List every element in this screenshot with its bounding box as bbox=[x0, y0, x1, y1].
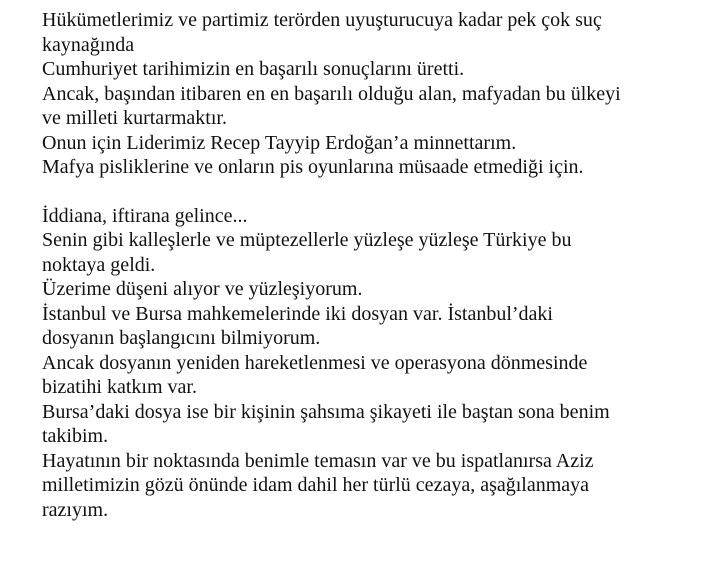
text-line: bizatihi katkım var. bbox=[42, 376, 197, 398]
paragraph-gap bbox=[42, 180, 702, 204]
text-line: milletimizin gözü önünde idam dahil her türlü cezaya, aşağılanmaya bbox=[42, 474, 590, 496]
document-body bbox=[42, 8, 702, 522]
paragraph-1 bbox=[42, 8, 702, 180]
paragraph-2 bbox=[42, 204, 702, 523]
text-line: takibim. bbox=[42, 425, 109, 447]
text-line: Ancak, başından itibaren en en başarılı olduğu alan, mafyadan bu ülkeyi bbox=[42, 82, 621, 105]
text-line: Cumhuriyet tarihimizin en başarılı sonuçlarını üretti. bbox=[42, 58, 465, 80]
text-line: İstanbul ve Bursa mahkemelerinde iki dosyan var. İstanbul’daki bbox=[42, 302, 553, 325]
text-line: kaynağında bbox=[42, 33, 135, 56]
text-line: Onun için Liderimiz Recep Tayyip Erdoğan’a minnettarım. bbox=[42, 131, 517, 154]
text-line: Üzerime düşeni alıyor ve yüzleşiyorum. bbox=[42, 278, 363, 300]
text-line: razıyım. bbox=[42, 498, 109, 521]
text-line: Mafya pisliklerine ve onların pis oyunlarına müsaade etmediği için. bbox=[42, 156, 584, 178]
text-line: dosyanın başlangıcını bilmiyorum. bbox=[42, 327, 321, 349]
text-line: Hükümetlerimiz ve partimiz terörden uyuşturucuya kadar pek çok suç bbox=[42, 9, 602, 31]
text-line: Ancak dosyanın yeniden hareketlenmesi ve operasyona dönmesinde bbox=[42, 351, 588, 374]
text-line: Bursa’daki dosya ise bir kişinin şahsıma şikayeti ile baştan sona benim bbox=[42, 400, 610, 423]
text-line: Senin gibi kalleşlerle ve müptezellerle yüzleşe yüzleşe Türkiye bu bbox=[42, 229, 572, 251]
text-line: Hayatının bir noktasında benimle temasın var ve bu ispatlanırsa Aziz bbox=[42, 449, 594, 472]
text-line: noktaya geldi. bbox=[42, 253, 156, 276]
text-line: ve milleti kurtarmaktır. bbox=[42, 107, 227, 129]
text-line: İddiana, iftirana gelince... bbox=[42, 204, 248, 227]
